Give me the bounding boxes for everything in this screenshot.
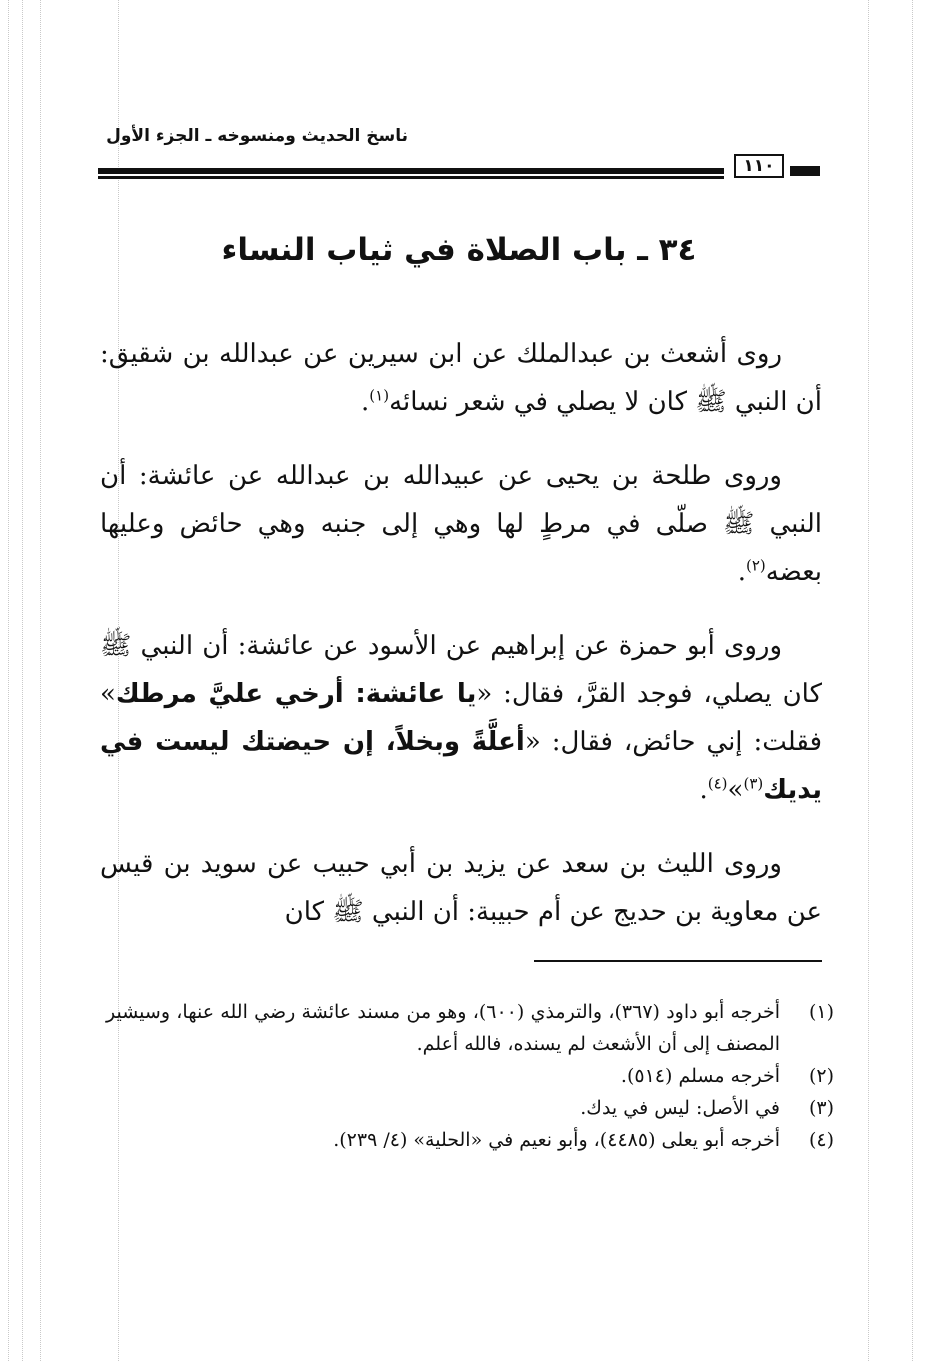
- hadith-quote: أعلَّةً وبخلاً، إن حيضتك ليست في يديك: [100, 727, 822, 805]
- footnote-separator: [534, 960, 822, 962]
- header-rule-stub: [790, 166, 820, 176]
- footnote-text: في الأصل: ليس في يدك.: [580, 1097, 780, 1119]
- scan-artifact-line: [22, 0, 23, 1361]
- footnote-ref: (٤): [707, 774, 728, 793]
- footnotes: [106, 996, 834, 1156]
- footnote-number: (٢): [808, 1065, 834, 1087]
- running-title: ناسخ الحديث ومنسوخه ـ الجزء الأول: [106, 126, 408, 146]
- paragraph-text: وروى الليث بن سعد عن يزيد بن أبي حبيب عن سويد بن قيس عن معاوية بن حديج عن أم حبيبة: أن النبي ﷺ كان: [100, 849, 822, 927]
- paragraph: [100, 622, 822, 814]
- footnote-number: (٤): [808, 1129, 834, 1151]
- paragraph-end: .: [361, 387, 370, 417]
- main-text: [100, 330, 822, 962]
- paragraph-text: »: [727, 775, 744, 805]
- chapter-title: ٣٤ ـ باب الصلاة في ثياب النساء: [221, 232, 697, 268]
- scan-artifact-line: [912, 0, 913, 1361]
- footnote: [106, 996, 834, 1060]
- paragraph-text: وروى أبو حمزة عن إبراهيم عن الأسود عن عائشة: أن النبي ﷺ كان يصلي، فوجد القرَّ، فقال: «: [100, 631, 822, 709]
- paragraph: [100, 840, 822, 936]
- hadith-quote: يا عائشة: أرخي عليَّ مرطك: [115, 679, 477, 709]
- paragraph: [100, 330, 822, 426]
- paragraph-text: وروى طلحة بن يحيى عن عبيدالله بن عبدالله عن عائشة: أن النبي ﷺ صلّى في مرطٍ لها وهي إلى جنبه وهي حائض وعليها بعضه: [100, 461, 822, 587]
- paragraph-end: .: [737, 557, 746, 587]
- paragraph-text: » فقلت: إني حائض، فقال: «: [100, 679, 822, 757]
- footnote-ref: (٣): [743, 774, 764, 793]
- footnote-text: أخرجه مسلم (٥١٤).: [620, 1065, 780, 1087]
- scan-artifact-line: [8, 0, 9, 1361]
- footnote-ref: (٢): [745, 556, 766, 575]
- scan-artifact-line: [40, 0, 41, 1361]
- footnote: [106, 1124, 834, 1156]
- page-header: [98, 122, 820, 184]
- footnote-number: (١): [808, 1001, 834, 1023]
- footnote-text: أخرجه أبو يعلى (٤٤٨٥)، وأبو نعيم في «الحلية» (٤/ ٢٣٩).: [333, 1129, 780, 1151]
- footnote: [106, 1060, 834, 1092]
- footnote-number: (٣): [808, 1097, 834, 1119]
- footnote-ref: (١): [369, 386, 390, 405]
- footnote-text: أخرجه أبو داود (٣٦٧)، والترمذي (٦٠٠)، وهو من مسند عائشة رضي الله عنها، وسيشير المصنف إلى أن الأشعث لم يسنده، فالله أعلم.: [106, 1001, 780, 1055]
- paragraph-text: روى أشعث بن عبدالملك عن ابن سيرين عن عبدالله بن شقيق: أن النبي ﷺ كان لا يصلي في شعر نسائه: [100, 339, 822, 417]
- footnote: [106, 1092, 834, 1124]
- paragraph: [100, 452, 822, 596]
- paragraph-end: .: [699, 775, 708, 805]
- page-number: ١١٠: [734, 154, 784, 178]
- header-rule: [98, 168, 724, 176]
- scan-artifact-line: [868, 0, 869, 1361]
